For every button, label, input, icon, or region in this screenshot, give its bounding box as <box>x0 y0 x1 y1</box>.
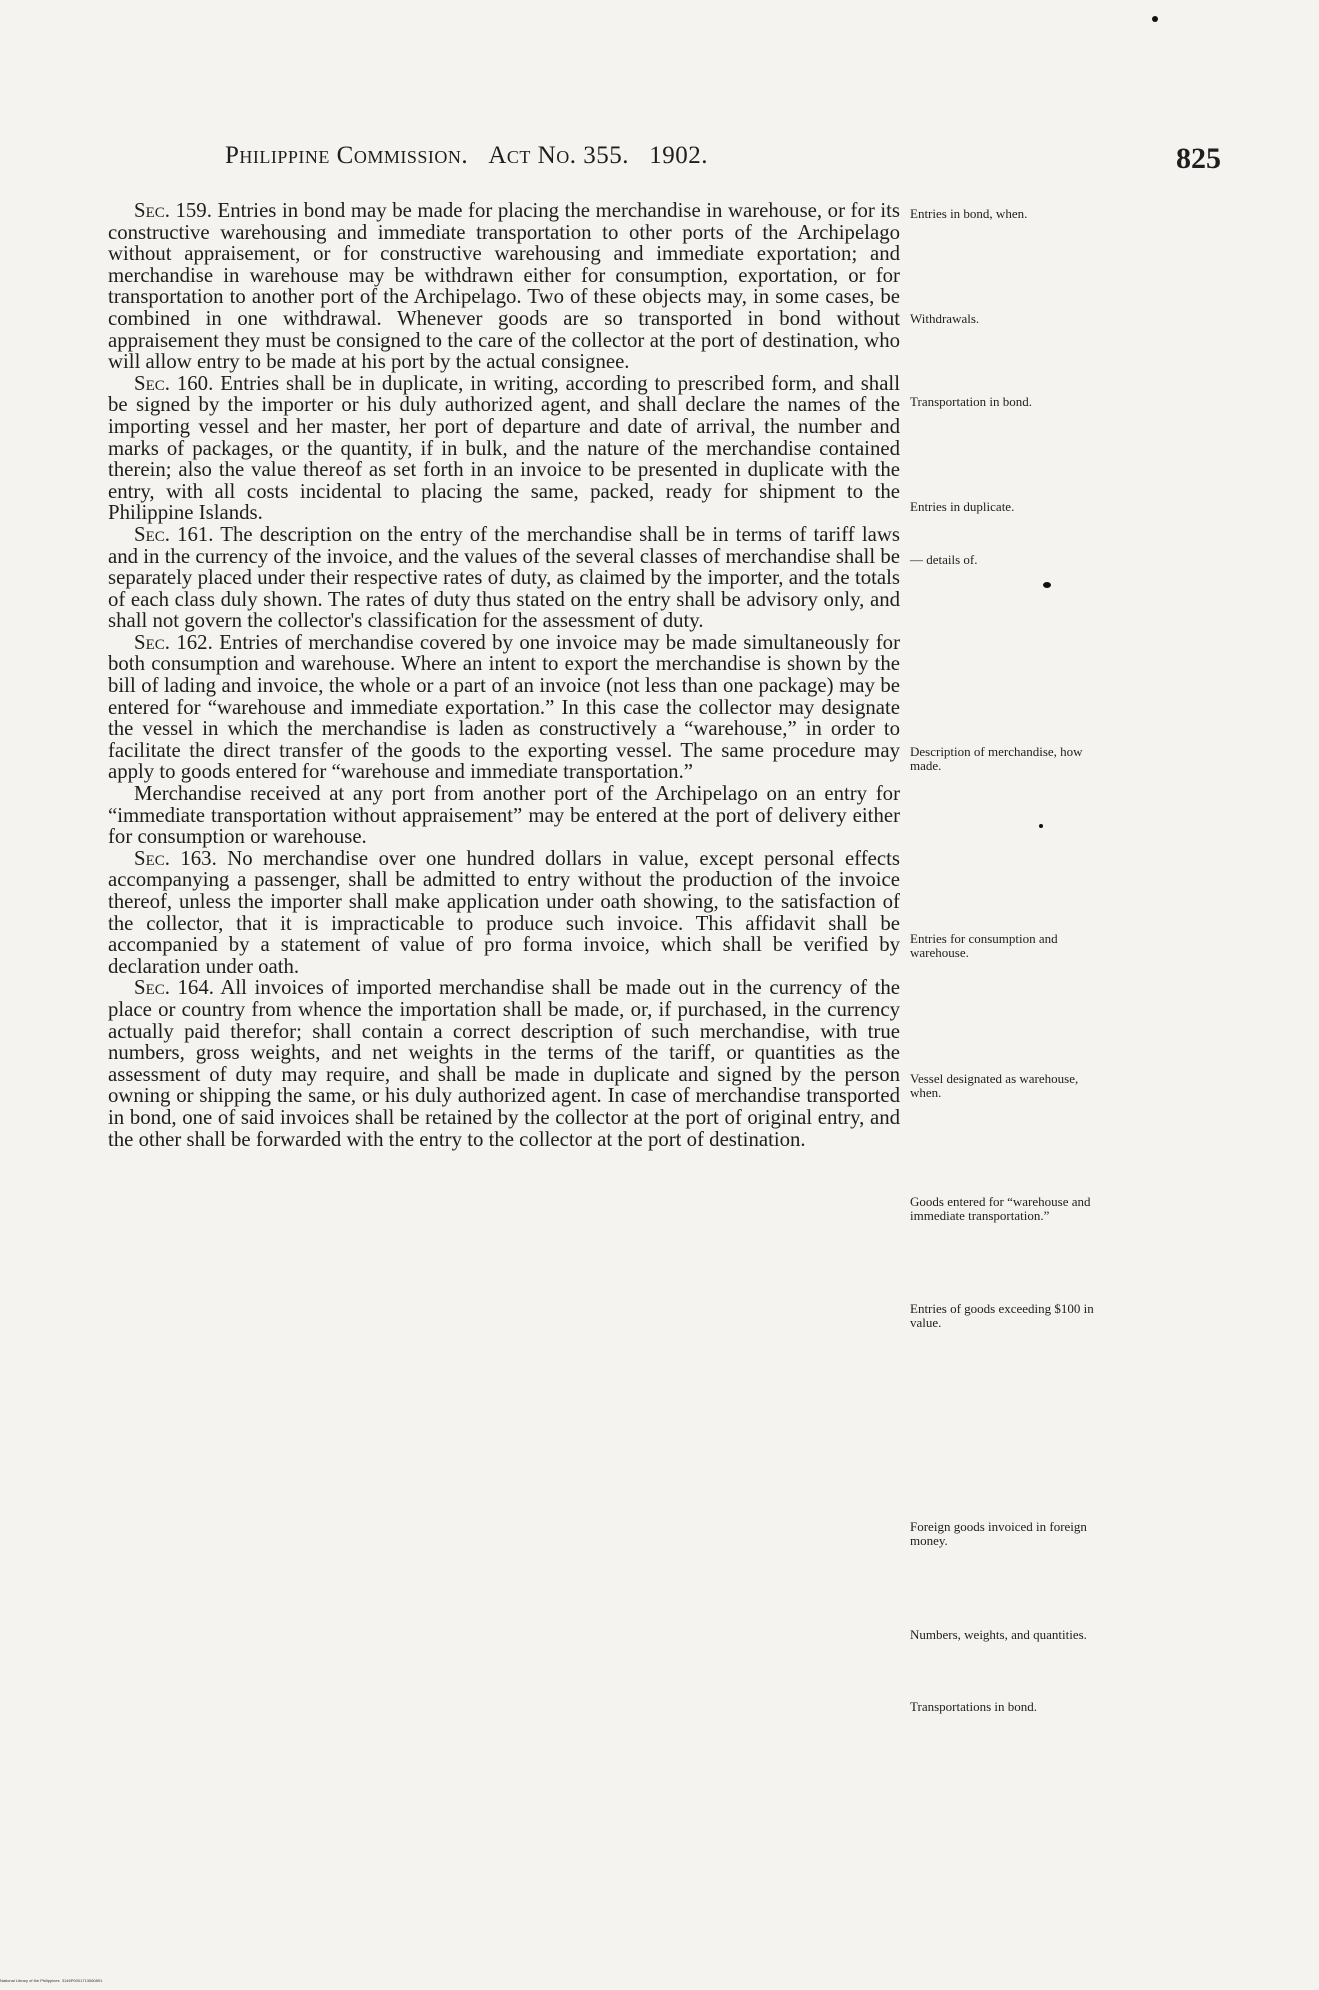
margin-note: Numbers, weights, and quantities. <box>910 1627 1087 1642</box>
margin-note: Entries in bond, when. <box>910 206 1028 221</box>
margin-note: Withdrawals. <box>910 311 980 326</box>
section-text: No merchandise over one hundred dollars in value, except personal effects accompanying a passenger, shall be admitted to entry without the production of the invoice thereof, unless the importer shall make application under oath showing, to the satisfaction of the collector, that it is impracticable to produce such invoice. This affidavit shall be accompanied by a statement of value of pro forma invoice, which shall be verified by declaration under oath. <box>108 846 900 978</box>
header-year: 1902. <box>649 142 708 169</box>
section-164 <box>108 977 900 1150</box>
section-label: Sec. 160. <box>134 371 214 395</box>
section-label: Sec. 162. <box>134 630 213 654</box>
section-163 <box>108 848 900 978</box>
footer-library: National Library of the Philippines <box>0 1978 60 1983</box>
margin-note: Goods entered for “warehouse and immediate transportation.” <box>910 1194 1091 1223</box>
footer-id: 3146P0001713060891 <box>61 1978 103 1983</box>
section-text: Entries shall be in duplicate, in writing, according to prescribed form, and shall be signed by the importer or his duly authorized agent, and shall declare the names of the importing vessel and her master, her port of departure and date of arrival, the number and marks of packages, or the quantity, if in bulk, and the nature of the merchandise contained therein; also the value thereof as set forth in an invoice to be presented in duplicate with the entry, with all costs incidental to placing the same, packed, ready for shipment to the Philippine Islands. <box>108 371 900 525</box>
margin-note: Entries of goods exceeding $100 in value. <box>910 1301 1094 1330</box>
section-label: Sec. 161. <box>134 522 214 546</box>
section-label: Sec. 159. <box>134 199 212 222</box>
margin-note: Vessel designated as warehouse, when. <box>910 1071 1079 1100</box>
scan-speck <box>1039 824 1043 828</box>
margin-note: Transportation in bond. <box>910 394 1032 409</box>
running-header <box>225 142 795 170</box>
margin-note: Entries for consumption and warehouse. <box>910 931 1058 960</box>
margin-note: Description of merchandise, how made. <box>910 744 1083 773</box>
section-160 <box>108 373 900 524</box>
section-label: Sec. 163. <box>134 846 217 870</box>
page-number: 825 <box>1176 142 1221 175</box>
section-text: The description on the entry of the merchandise shall be in terms of tariff laws and in the currency of the invoice, and the values of the several classes of merchandise shall be separately placed under their respective rates of duty, as claimed by the importer, and the totals of each class duly shown. The rates of duty thus stated on the entry shall be advisory only, and shall not govern the collector's classification for the assessment of duty. <box>108 522 900 633</box>
scan-speck <box>1043 582 1051 588</box>
section-label: Sec. 164. <box>134 976 214 1000</box>
section-161 <box>108 524 900 632</box>
margin-note: Entries in duplicate. <box>910 499 1015 514</box>
margin-note: Foreign goods invoiced in foreign money. <box>910 1519 1087 1548</box>
section-text: Entries in bond may be made for placing the merchandise in warehouse, or for its constructive warehousing and immediate transportation to other ports of the Archipelago without appraisement, or for constructive warehousing and immediate exportation; and merchandise in warehouse may be withdrawn either for consumption, exportation, or for transportation to another port of the Archipelago. Two of these objects may, in some cases, be combined in one withdrawal. Whenever goods are so transported in bond without appraisement they must be consigned to the care of the collector at the port of destination, who will allow entry to be made at his port by the actual consignee. <box>108 199 901 374</box>
margin-note: — details of. <box>910 552 978 567</box>
header-title: Philippine Commission. <box>225 142 469 169</box>
section-162-continued <box>108 783 900 848</box>
section-162 <box>108 632 900 783</box>
body-text <box>108 200 900 1150</box>
margin-note: Transportations in bond. <box>910 1699 1037 1714</box>
header-act: Act No. 355. <box>488 142 629 169</box>
section-159 <box>108 200 900 373</box>
section-text: All invoices of imported merchandise shall be made out in the currency of the place or country from whence the importation shall be made, or, if purchased, in the currency actually paid therefor; shall contain a correct description of such merchandise, with true numbers, gross weights, and net weights in the terms of the tariff, or quantities as the assessment of duty may require, and shall be made in duplicate and signed by the person owning or shipping the same, or his duly authorized agent. In case of merchandise transported in bond, one of said invoices shall be retained by the collector at the port of original entry, and the other shall be forwarded with the entry to the collector at the port of destination. <box>108 976 900 1151</box>
footer-credit <box>0 1978 102 1983</box>
scan-speck <box>1152 16 1158 22</box>
section-text: Entries of merchandise covered by one invoice may be made simultaneously for both consumption and warehouse. Where an intent to export the merchandise is shown by the bill of lading and invoice, the whole or a part of an invoice (not less than one package) may be entered for “warehouse and immediate exportation.” In this case the collector may designate the vessel in which the merchandise is laden as constructively a “warehouse,” in order to facilitate the direct transfer of the goods to the exporting vessel. The same procedure may apply to goods entered for “warehouse and immediate transportation.” <box>108 630 900 784</box>
section-text: Merchandise received at any port from another port of the Archipelago on an entry for “immediate transportation without appraisement” may be entered at the port of delivery either for consumption or warehouse. <box>108 782 900 849</box>
